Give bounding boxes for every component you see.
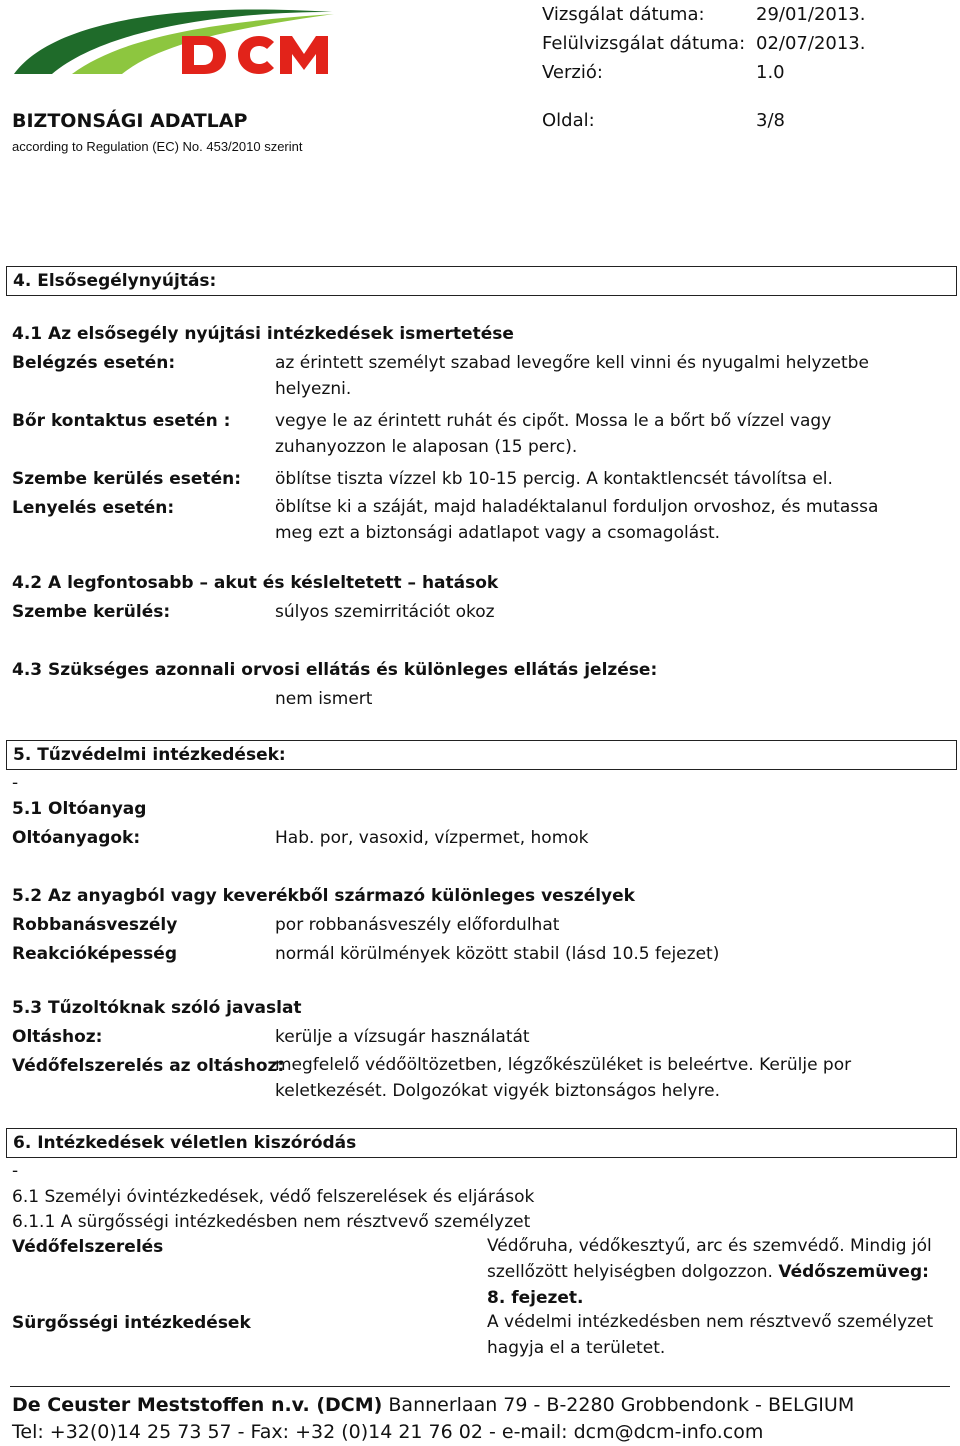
section-6-title: 6. Intézkedések véletlen kiszóródás — [13, 1133, 357, 1153]
section-4-1-title: 4.1 Az elsősegély nyújtási intézkedések ismertetése — [12, 324, 514, 344]
firefighting-label: Oltáshoz: — [12, 1027, 103, 1047]
footer-company: De Ceuster Meststoffen n.v. (DCM) — [12, 1394, 383, 1416]
reactivity-value: normál körülmények között stabil (lásd 10.5 fejezet) — [275, 944, 720, 964]
footer-contact: Tel: +32(0)14 25 73 57 - Fax: +32 (0)14 21 76 02 - e-mail: dcm@dcm-info.com — [12, 1421, 764, 1443]
ingestion-label: Lenyelés esetén: — [12, 498, 175, 518]
section-4-3-title: 4.3 Szükséges azonnali orvosi ellátás és különleges ellátás jelzése: — [12, 660, 658, 680]
document-title: BIZTONSÁGI ADATLAP — [12, 110, 248, 132]
section-5-dash: - — [12, 773, 19, 793]
section-6-dash: - — [12, 1161, 19, 1181]
explosion-hazard-label: Robbanásveszély — [12, 915, 178, 935]
eye-contact-label: Szembe kerülés esetén: — [12, 469, 241, 489]
section-4-2-title: 4.2 A legfontosabb – akut és késleltetett – hatások — [12, 573, 499, 593]
dcm-logo — [12, 2, 342, 82]
footer-divider — [10, 1386, 950, 1387]
firefighting-value: kerülje a vízsugár használatát — [275, 1027, 530, 1047]
section-5-3-title: 5.3 Tűzoltóknak szóló javaslat — [12, 998, 302, 1018]
inhalation-value: az érintett személyt szabad levegőre kell vinni és nyugalmi helyzetbe helyezni. — [275, 353, 869, 399]
extinguishing-media-label: Oltóanyagok: — [12, 828, 141, 848]
exam-date-label: Vizsgálat dátuma: — [542, 4, 705, 25]
skin-contact-label: Bőr kontaktus esetén : — [12, 411, 231, 431]
revision-date-label: Felülvizsgálat dátuma: — [542, 33, 746, 54]
section-4-title: 4. Elsősegélynyújtás: — [13, 271, 217, 291]
eye-contact-value: öblítse tiszta vízzel kb 10-15 percig. A kontaktlencsét távolítsa el. — [275, 469, 833, 489]
dcm-logo-graphic — [12, 2, 342, 82]
section-5-1-title: 5.1 Oltóanyag — [12, 799, 147, 819]
page-label: Oldal: — [542, 110, 595, 131]
section-4-header — [6, 266, 957, 296]
section-6-1-title: 6.1 Személyi óvintézkedések, védő felszerelések és eljárások — [12, 1187, 535, 1207]
footer-address: Bannerlaan 79 - B-2280 Grobbendonk - BELGIUM — [388, 1394, 855, 1416]
version-label: Verzió: — [542, 62, 603, 83]
exam-date-value: 29/01/2013. — [756, 4, 866, 25]
section-4-3-value: nem ismert — [275, 689, 373, 709]
inhalation-label: Belégzés esetén: — [12, 353, 176, 373]
protective-gear-label: Védőfelszerelés — [12, 1237, 164, 1257]
section-5-title: 5. Tűzvédelmi intézkedések: — [13, 745, 286, 765]
section-6-header — [6, 1128, 957, 1158]
ingestion-value: öblítse ki a száját, majd haladéktalanul forduljon orvoshoz, és mutassa meg ezt a biztonsági adatlapot vagy a csomagolást. — [275, 497, 879, 543]
reactivity-label: Reakcióképesség — [12, 944, 177, 964]
extinguishing-media-value: Hab. por, vasoxid, vízpermet, homok — [275, 828, 589, 848]
version-value: 1.0 — [756, 62, 785, 83]
footer-address-line — [12, 1392, 854, 1418]
document-subtitle: according to Regulation (EC) No. 453/2010 szerint — [12, 139, 303, 154]
emergency-measures-label: Sürgősségi intézkedések — [12, 1313, 251, 1333]
protective-equipment-label: Védőfelszerelés az oltáshoz: — [12, 1056, 285, 1076]
eye-effect-value: súlyos szemirritációt okoz — [275, 602, 495, 622]
emergency-measures-value: A védelmi intézkedésben nem résztvevő személyzet hagyja el a területet. — [487, 1312, 934, 1358]
page-value: 3/8 — [756, 110, 785, 131]
protective-gear-text: Védőruha, védőkesztyű, arc és szemvédő. Mindig jól szellőzött helyiségben dolgozzon. — [487, 1236, 932, 1282]
explosion-hazard-value: por robbanásveszély előfordulhat — [275, 915, 560, 935]
section-5-2-title: 5.2 Az anyagból vagy keverékből származó különleges veszélyek — [12, 886, 635, 906]
eye-effect-label: Szembe kerülés: — [12, 602, 171, 622]
revision-date-value: 02/07/2013. — [756, 33, 866, 54]
protective-gear-bold-text: Védőszemüveg: 8. fejezet. — [487, 1262, 929, 1308]
section-6-1-1-title: 6.1.1 A sürgősségi intézkedésben nem résztvevő személyzet — [12, 1212, 531, 1232]
protective-equipment-value: megfelelő védőöltözetben, légzőkészüléket is beleértve. Kerülje por keletkezését. Dolgozókat vigyék biztonságos helyre. — [275, 1055, 852, 1101]
skin-contact-value: vegye le az érintett ruhát és cipőt. Mossa le a bőrt bő vízzel vagy zuhanyozzon le alaposan (15 perc). — [275, 411, 832, 457]
section-5-header — [6, 740, 957, 770]
protective-gear-value — [487, 1233, 937, 1311]
